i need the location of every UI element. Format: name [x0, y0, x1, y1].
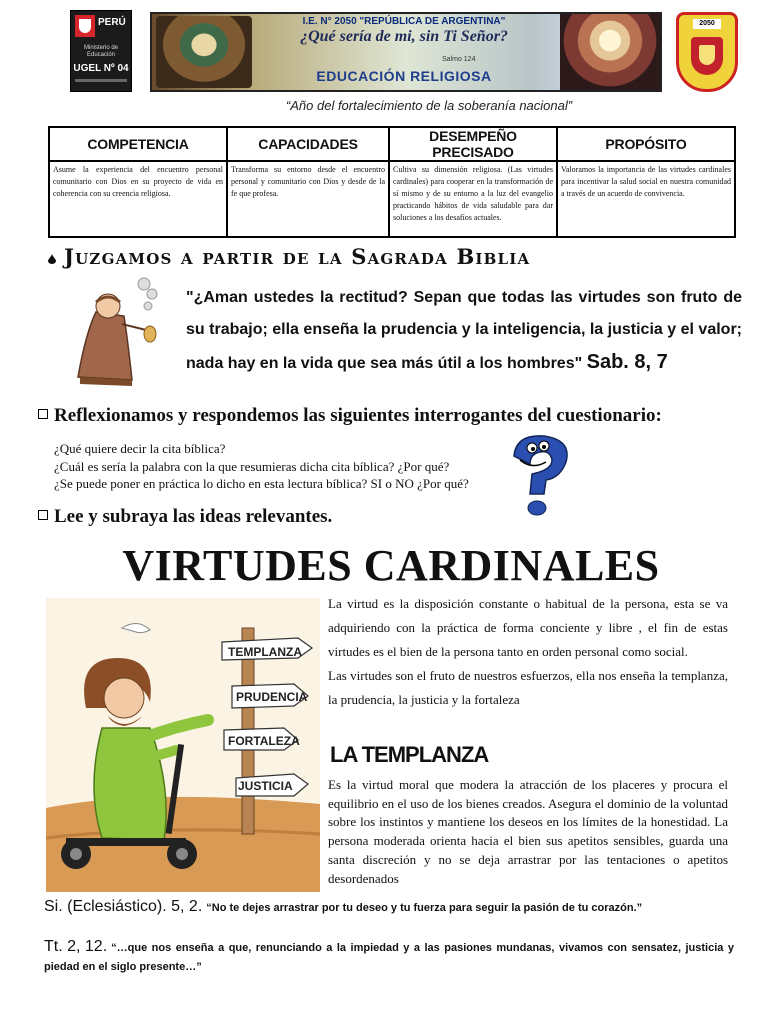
logo-ugel: UGEL Nº 04: [73, 63, 129, 74]
peru-shield-icon: [79, 19, 91, 33]
school-logo: [676, 12, 738, 92]
logo-ministry: Ministerio de Educación: [83, 45, 118, 58]
question-item: ¿Se puede poner en práctica lo dicho en esta lectura bíblica? SI o NO ¿Por qué?: [54, 476, 469, 491]
competency-table: [48, 126, 736, 238]
jesus-scooter-illustration: [46, 598, 320, 892]
citation-text: “No te dejes arrastrar por tu deseo y tu fuerza para seguir la pasión de tu corazón.”: [206, 902, 643, 914]
logo-country: PERÚ: [98, 17, 126, 28]
checkbox-bullet-icon: [38, 510, 48, 520]
virgin-image: [156, 16, 252, 88]
school-shield-inner-icon: [699, 45, 715, 65]
banner-subject: EDUCACIÓN RELIGIOSA: [316, 68, 492, 84]
banner-institution: I.E. N° 2050 "REPÚBLICA DE ARGENTINA": [302, 16, 506, 27]
question-mark-character-icon: [506, 430, 576, 520]
sign-prudencia: PRUDENCIA: [236, 690, 308, 704]
templanza-text: Es la virtud moral que modera la atracción de los placeres y procura el equilibrio en el uso de los bienes creados. Asegura el dominio de la voluntad sobre los instintos y mantiene los deseos en los límites de la honestidad. La persona moderada orienta hacia el bien sus apetitos sensibles, guarda una santa discreción y no se deja arrastrar por las tentaciones o apetitos desordenados: [328, 777, 728, 886]
lee-heading-row: [38, 506, 332, 528]
citation-text: “…que nos enseña a que, renunciando a la impiedad y a las pasiones mundanas, vivamos con sensatez, justicia y piedad en el siglo presente…”: [44, 942, 734, 973]
school-banner: [150, 12, 662, 92]
lee-heading: Lee y subraya las ideas relevantes.: [54, 506, 333, 527]
bible-quote-text: "¿Aman ustedes la rectitud? Sepan que todas las virtudes son fruto de su trabajo; ella enseña la prudencia y la inteligencia, la justicia y el valor; nada hay en la vida que sea más útil a los hombres": [186, 289, 742, 372]
question-list: [54, 440, 469, 493]
header-capacidades: CAPACIDADES: [227, 127, 389, 161]
school-logo-year: 2050: [693, 19, 721, 29]
citation-source: Si. (Eclesiástico). 5, 2.: [44, 898, 203, 915]
question-item: ¿Qué quiere decir la cita bíblica?: [54, 441, 226, 456]
divine-mercy-image: [560, 14, 660, 90]
banner-motto: ¿Qué sería de mi, sin Ti Señor?: [300, 28, 508, 45]
citation-source: Tt. 2, 12.: [44, 938, 108, 955]
logo-divider: [75, 79, 127, 82]
intro-paragraph: La virtud es la disposición constante o habitual de la persona, esta se va adquiriendo con la práctica de forma conciente y libre , el fin de estas virtudes es el bien de la persona tanto en orden personal como social.: [328, 596, 728, 659]
main-title: VIRTUDES CARDINALES: [122, 541, 660, 590]
reflexionamos-heading: Reflexionamos y respondemos las siguientes interrogantes del cuestionario:: [54, 405, 662, 426]
minedu-logo: [70, 10, 132, 92]
bible-quote: [186, 282, 742, 380]
citation: [44, 938, 734, 977]
reflexionamos-heading-row: [38, 405, 662, 427]
drop-bullet-icon: [48, 254, 56, 264]
intro-paragraph: Las virtudes son el fruto de nuestros esfuerzos, ella nos enseña la templanza, la prudencia, la justicia y la fortaleza: [328, 668, 728, 707]
question-item: ¿Cuál es sería la palabra con la que resumieras dicha cita bíblica? ¿Por qué?: [54, 458, 450, 474]
year-slogan: “Año del fortalecimiento de la soberanía nacional”: [285, 98, 573, 113]
cell-proposito: Valoramos la importancia de las virtudes cardinales para incentivar la salud social en nuestra comunidad a través de un acuerdo de convivencia.: [557, 161, 735, 237]
virtue-signpost-drawing: [46, 598, 320, 892]
virtue-intro: [328, 592, 728, 712]
cell-desempeno: Cultiva su dimensión religiosa. (Las virtudes cardinales) para cooperar en la transformación de sí mismo y de su entorno a la luz del evangelio practicando hábitos de vida saludable para dar soluciones a los desafíos actuales.: [389, 161, 557, 237]
sign-justicia: JUSTICIA: [238, 779, 293, 793]
checkbox-bullet-icon: [38, 409, 48, 419]
juzgamos-heading: Juzgamos a partir de la Sagrada Biblia: [64, 244, 531, 269]
header-desempeno: DESEMPEÑO PRECISADO: [389, 127, 557, 161]
sign-templanza: TEMPLANZA: [228, 645, 302, 659]
header-proposito: PROPÓSITO: [557, 127, 735, 161]
banner-psalm: Salmo 124: [442, 56, 476, 63]
cell-competencia: Asume la experiencia del encuentro personal comunitario con Dios en su proyecto de vida en coherencia con su creencia religiosa.: [49, 161, 227, 237]
citation: [44, 898, 744, 916]
sign-fortaleza: FORTALEZA: [228, 734, 300, 748]
bible-quote-reference: Sab. 8, 7: [586, 351, 668, 373]
cell-capacidades: Transforma su entorno desde el encuentro personal y comunitario con Dios y desde de la fe que profesa.: [227, 161, 389, 237]
templanza-heading: LA TEMPLANZA: [330, 742, 489, 767]
monk-with-censer-icon: [66, 272, 166, 392]
header-competencia: COMPETENCIA: [49, 127, 227, 161]
